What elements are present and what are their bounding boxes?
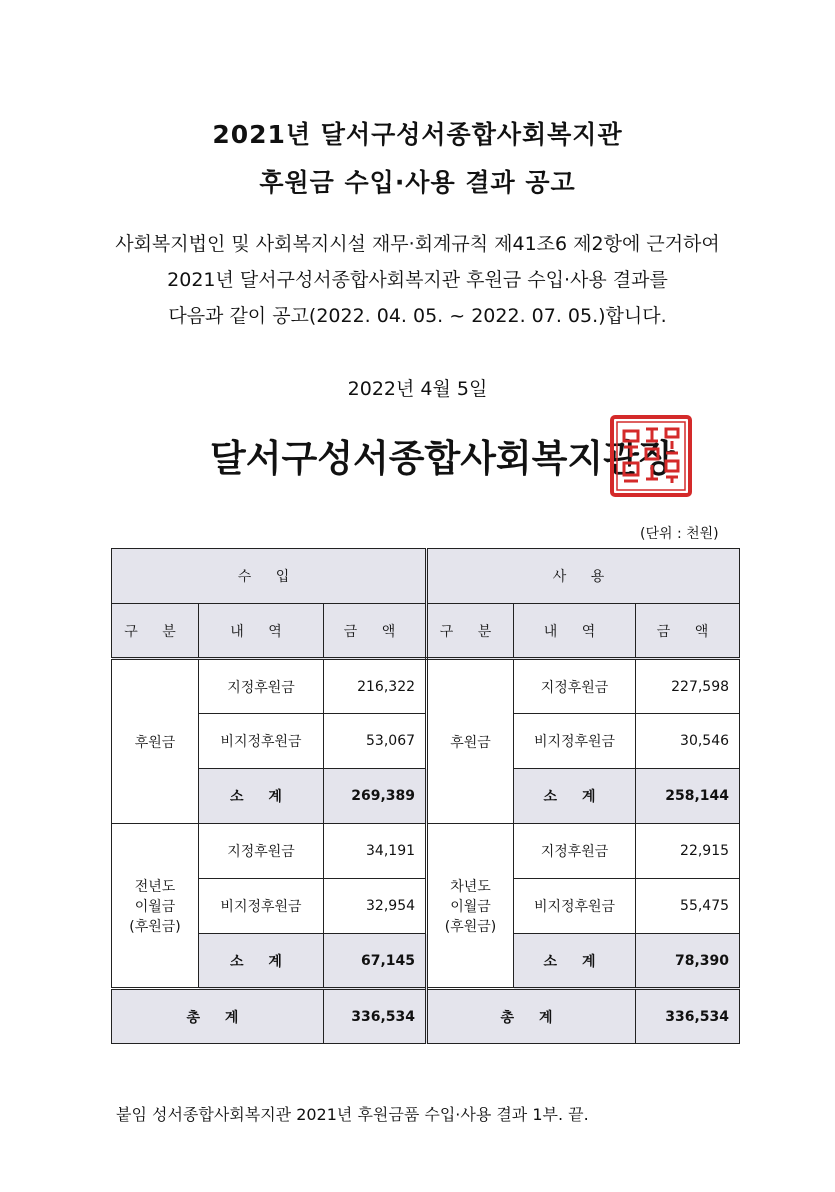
expense-col-detail: 내 역 — [514, 604, 636, 659]
expense-subtotal-label: 소 계 — [514, 769, 636, 824]
income-item: 지정후원금 — [199, 659, 324, 714]
document-title-line1: 2021년 달서구성서종합사회복지관 — [212, 120, 623, 149]
expense-category-carryover: 차년도 이월금 (후원금) — [427, 824, 514, 989]
signer-name: 달서구성서종합사회복지관장 — [210, 437, 675, 480]
income-subtotal-amount: 67,145 — [324, 934, 427, 989]
intro-line2: 2021년 달서구성서종합사회복지관 후원금 수입·사용 결과를 — [167, 269, 668, 291]
finance-table — [111, 548, 740, 1044]
intro-paragraph — [0, 226, 835, 334]
announcement-date: 2022년 4월 5일 — [347, 378, 488, 400]
attachment-note: 붙임 성서종합사회복지관 2021년 후원금품 수입·사용 결과 1부. 끝. — [116, 1105, 589, 1124]
income-total-amount: 336,534 — [324, 989, 427, 1044]
income-subtotal-label: 소 계 — [199, 934, 324, 989]
expense-category-donation: 후원금 — [427, 659, 514, 824]
expense-header: 사 용 — [427, 549, 740, 604]
income-col-category: 구 분 — [112, 604, 199, 659]
income-category-donation: 후원금 — [112, 659, 199, 824]
expense-total-amount: 336,534 — [636, 989, 740, 1044]
expense-amount: 227,598 — [636, 659, 740, 714]
table-row — [112, 714, 740, 769]
table-row — [112, 879, 740, 934]
subtotal-row — [112, 934, 740, 989]
income-item: 비지정후원금 — [199, 714, 324, 769]
expense-subtotal-amount: 258,144 — [636, 769, 740, 824]
income-item: 지정후원금 — [199, 824, 324, 879]
table-row — [112, 659, 740, 714]
document-title-line2: 후원금 수입·사용 결과 공고 — [259, 168, 576, 197]
income-subtotal-label: 소 계 — [199, 769, 324, 824]
income-total-label: 총 계 — [112, 989, 324, 1044]
income-header: 수 입 — [112, 549, 427, 604]
income-amount: 216,322 — [324, 659, 427, 714]
expense-amount: 22,915 — [636, 824, 740, 879]
total-row — [112, 989, 740, 1044]
income-col-amount: 금 액 — [324, 604, 427, 659]
income-amount: 34,191 — [324, 824, 427, 879]
income-amount: 53,067 — [324, 714, 427, 769]
table-row — [112, 824, 740, 879]
expense-item: 비지정후원금 — [514, 879, 636, 934]
expense-subtotal-amount: 78,390 — [636, 934, 740, 989]
column-header-row — [112, 604, 740, 659]
intro-line1: 사회복지법인 및 사회복지시설 재무·회계규칙 제41조6 제2항에 근거하여 — [115, 233, 720, 255]
official-seal-icon — [608, 413, 694, 499]
income-subtotal-amount: 269,389 — [324, 769, 427, 824]
expense-amount: 30,546 — [636, 714, 740, 769]
income-category-carryover: 전년도 이월금 (후원금) — [112, 824, 199, 989]
intro-line3: 다음과 같이 공고(2022. 04. 05. ~ 2022. 07. 05.)합니다. — [168, 305, 667, 327]
expense-item: 지정후원금 — [514, 659, 636, 714]
income-item: 비지정후원금 — [199, 879, 324, 934]
expense-item: 지정후원금 — [514, 824, 636, 879]
income-col-detail: 내 역 — [199, 604, 324, 659]
expense-total-label: 총 계 — [427, 989, 636, 1044]
expense-amount: 55,475 — [636, 879, 740, 934]
unit-label: (단위 : 천원) — [640, 526, 719, 542]
expense-item: 비지정후원금 — [514, 714, 636, 769]
section-header-row — [112, 549, 740, 604]
income-amount: 32,954 — [324, 879, 427, 934]
subtotal-row — [112, 769, 740, 824]
expense-col-amount: 금 액 — [636, 604, 740, 659]
expense-col-category: 구 분 — [427, 604, 514, 659]
expense-subtotal-label: 소 계 — [514, 934, 636, 989]
